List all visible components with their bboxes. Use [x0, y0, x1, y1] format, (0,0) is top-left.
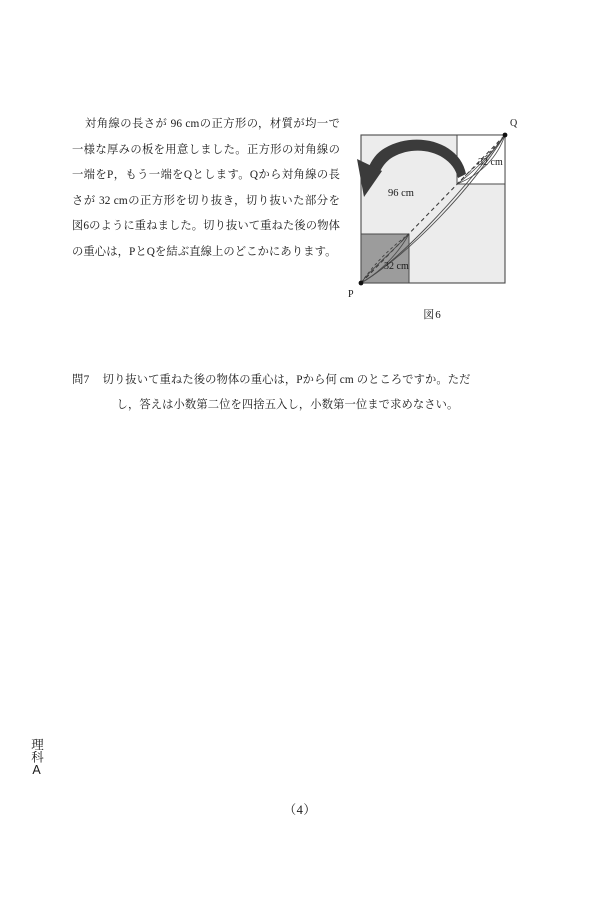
question-line-1: 切り抜いて重ねた後の物体の重心は，Pから何 cm のところですか。ただ — [102, 374, 471, 386]
point-p-marker — [359, 281, 364, 286]
intro-text-column — [72, 112, 340, 266]
figure-6-svg — [340, 112, 525, 327]
question-number: 問7 — [72, 374, 90, 386]
figure-caption: 図6 — [423, 309, 442, 321]
label-cutout-size-top: 32 cm — [478, 157, 503, 168]
label-q: Q — [510, 118, 518, 129]
point-q-marker — [503, 133, 508, 138]
question-line-2: し，答えは小数第二位を四捨五入し，小数第一位まで求めなさい。 — [116, 399, 459, 411]
intro-block — [0, 112, 600, 327]
question-7 — [72, 368, 532, 418]
question-body — [103, 368, 532, 418]
page-number: （4） — [283, 803, 317, 817]
label-diagonal-length: 96 cm — [388, 188, 414, 199]
label-p: P — [348, 289, 354, 300]
label-cutout-size-bottom: 32 cm — [384, 261, 409, 272]
subject-label: 理科A — [29, 738, 44, 777]
intro-paragraph: 対角線の長さが 96 cmの正方形の，材質が均一で一様な厚みの板を用意しました。正方形の対角線の一端をP，もう一端をQとします。Qから対角線の長さが 32 cmの正方形を切り抜き，切り抜いた部分を図6のように重ねました。切り抜いて重ねた後の物体の重心は，PとQを結ぶ直線上のどこかにあります。 — [72, 118, 340, 258]
figure-6 — [340, 112, 525, 327]
